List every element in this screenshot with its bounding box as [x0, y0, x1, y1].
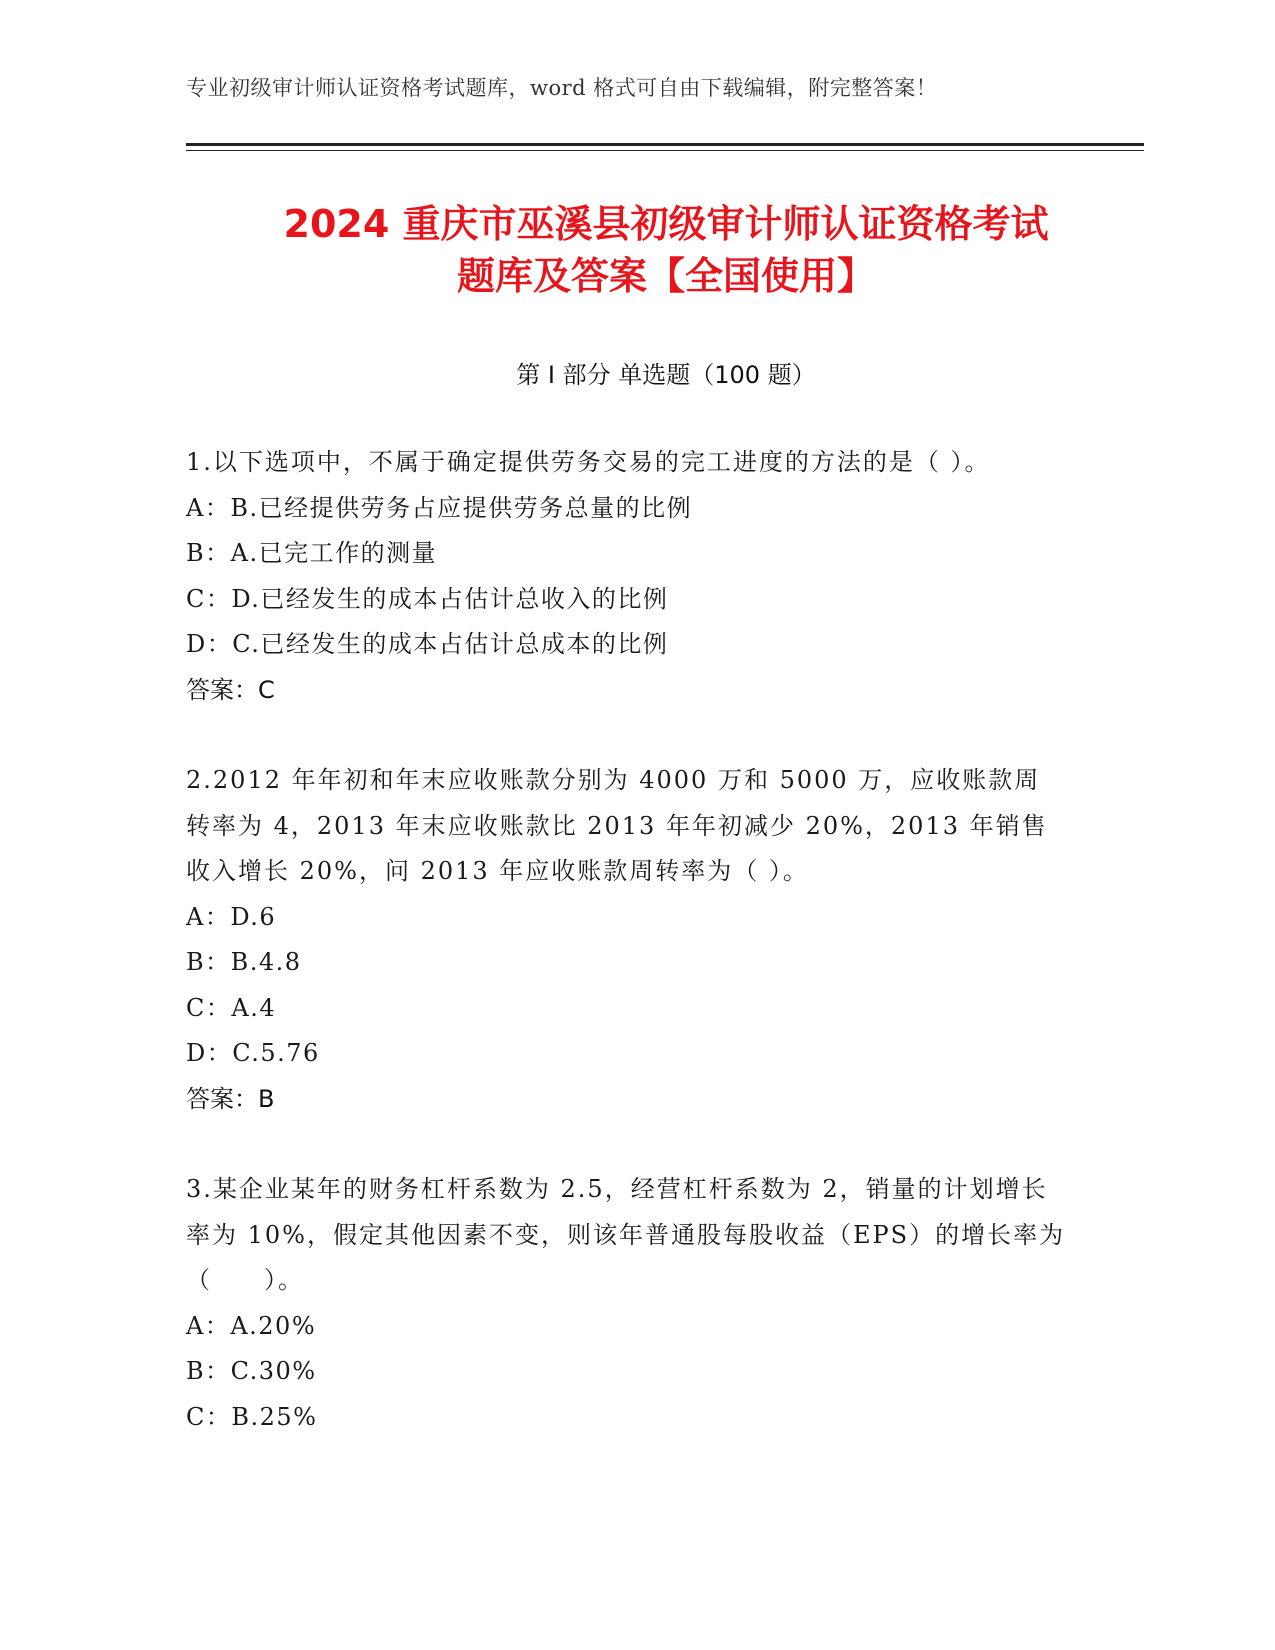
option-a: A：A.20% — [186, 1311, 317, 1340]
option-c: C：B.25% — [186, 1402, 318, 1431]
document-title — [186, 198, 1146, 302]
answer-line: 答案：C — [186, 675, 275, 704]
section-heading: 第 I 部分 单选题（100 题） — [516, 361, 816, 389]
answer-line: 答案：B — [186, 1084, 275, 1113]
question-list — [186, 440, 1066, 1485]
question-stem: 2.2012 年年初和年末应收账款分别为 4000 万和 5000 万，应收账款周转率为 4，2013 年末应收账款比 2013 年年初减少 20%，2013 年销售收入增长 20%，问 2013 年应收账款周转率为（ ）。 — [186, 766, 1048, 885]
question-stem: 3.某企业某年的财务杠杆系数为 2.5，经营杠杆系数为 2，销量的计划增长率为 10%，假定其他因素不变，则该年普通股每股收益（EPS）的增长率为（ ）。 — [186, 1175, 1066, 1294]
option-d: D：C.已经发生的成本占估计总成本的比例 — [186, 630, 669, 658]
page-header: 专业初级审计师认证资格考试题库，word 格式可自由下载编辑，附完整答案！ — [186, 76, 938, 100]
option-c: C：D.已经发生的成本占估计总收入的比例 — [186, 584, 669, 613]
question-2 — [186, 758, 1066, 1122]
header-divider-thin — [186, 150, 1144, 151]
option-a: A：D.6 — [186, 902, 277, 931]
option-b: B：C.30% — [186, 1357, 317, 1385]
question-stem: 1.以下选项中，不属于确定提供劳务交易的完工进度的方法的是（ ）。 — [186, 448, 991, 476]
option-b: B：A.已完工作的测量 — [186, 539, 438, 567]
option-a: A：B.已经提供劳务占应提供劳务总量的比例 — [186, 493, 693, 522]
header-divider-thick — [186, 143, 1144, 146]
option-d: D：C.5.76 — [186, 1039, 320, 1067]
option-b: B：B.4.8 — [186, 948, 302, 976]
question-1 — [186, 440, 1066, 713]
option-c: C：A.4 — [186, 993, 277, 1022]
title-line-1: 2024 重庆市巫溪县初级审计师认证资格考试 — [283, 202, 1049, 246]
title-line-2: 题库及答案【全国使用】 — [456, 254, 875, 298]
question-3 — [186, 1167, 1066, 1440]
